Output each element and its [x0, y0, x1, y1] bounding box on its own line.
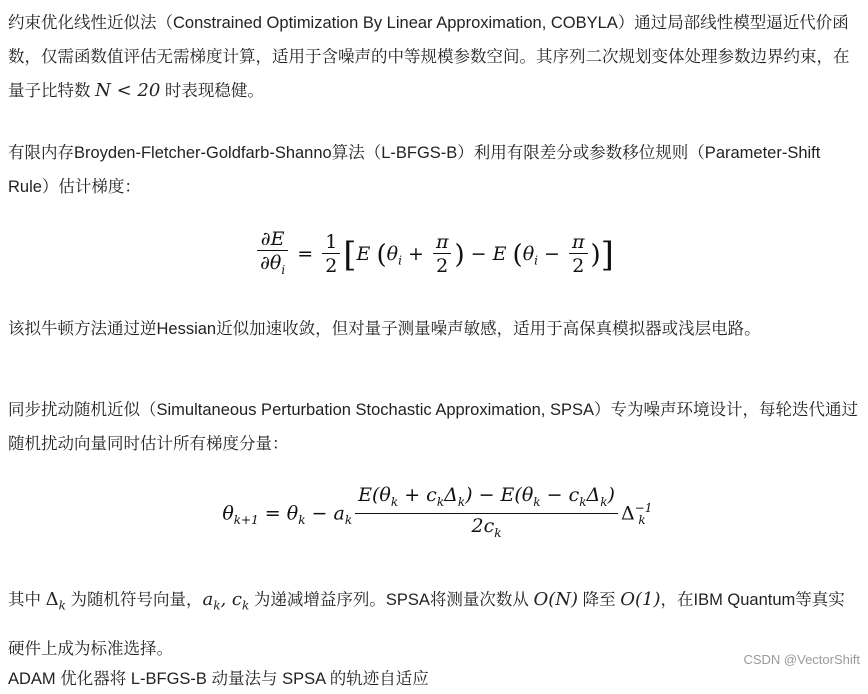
- equation-spsa-update: [0, 484, 868, 545]
- spsa-fraction: [355, 484, 618, 545]
- num-close-2: ): [607, 484, 615, 506]
- math-c: , c: [220, 589, 243, 610]
- minus-sign: −: [470, 242, 487, 265]
- paragraph-spsa-text: 同步扰动随机近似（Simultaneous Perturbation Stochastic Approximation, SPSA）专为噪声环境设计，每轮迭代通过随机扰动向量同时估计所有梯度分量：: [8, 401, 858, 453]
- notes-text-4: 降至: [578, 591, 621, 609]
- theta-k-sub: k: [298, 513, 306, 528]
- den-sub: k: [494, 525, 502, 540]
- delta-inverse-sup: −1: [634, 500, 653, 515]
- num-delta-2: Δ: [586, 484, 601, 506]
- num-c-2: c: [568, 484, 580, 506]
- num-plus: +: [404, 484, 421, 506]
- paragraph-lbfgsb-text: 有限内存Broyden-Fletcher-Goldfarb-Shanno算法（L-BFGS-B）利用有限差分或参数移位规则（Parameter-Shift Rule）估计梯度：: [8, 144, 821, 196]
- delta-inverse: Δ: [620, 502, 635, 525]
- math-o-n: O(N): [533, 589, 579, 610]
- paragraph-quasi-newton-text: 该拟牛顿方法通过逆Hessian近似加速收敛，但对量子测量噪声敏感，适用于高保真模拟器或浅层电路。: [8, 320, 761, 338]
- num-c: c: [426, 484, 437, 506]
- frac-den: ∂θ: [260, 252, 282, 274]
- minus-sign-2: −: [544, 242, 560, 265]
- spsa-numerator: [355, 484, 618, 514]
- clipped-line-text: ADAM 优化器将 L-BFGS-B 动量法与 SPSA 的轨迹自适应: [8, 670, 429, 688]
- num-delta-sub: k: [457, 494, 466, 509]
- two-a: 2: [436, 255, 449, 278]
- num-c-sub: k: [436, 494, 445, 509]
- num-minus-2: −: [546, 484, 563, 506]
- paragraph-lbfgsb: [8, 136, 860, 204]
- theta-k: θ: [286, 502, 299, 525]
- theta-1: θ: [386, 242, 399, 265]
- notes-text-3: 为递减增益序列。SPSA将测量次数从: [249, 591, 534, 609]
- bracket-open: [: [343, 234, 357, 275]
- math-a: a: [202, 589, 214, 610]
- num-sub-1: k: [390, 494, 399, 509]
- frac-pi-2-a: [433, 231, 452, 278]
- paragraph-cobyla: [8, 6, 860, 108]
- paren-close-2: ): [590, 239, 601, 270]
- num-close: ): [465, 484, 473, 506]
- equation-parameter-shift: [0, 228, 868, 282]
- theta-2: θ: [522, 242, 535, 265]
- watermark: CSDN @VectorShift: [743, 652, 860, 667]
- half-den: 2: [325, 255, 338, 278]
- den-2c: 2c: [471, 514, 495, 537]
- spsa-minus: −: [311, 502, 328, 525]
- paragraph-cobyla-text: 约束优化线性近似法（Constrained Optimization By Linear Approximation, COBYLA）通过局部线性模型逼近代价函数，仅需函数值评估无需梯度计算，适用于含噪声的中等规模参数空间。其序列二次规划变体处理参数边界约束，在量子比特数: [8, 14, 850, 100]
- half-num: 1: [322, 231, 340, 254]
- math-c-sub: k: [242, 598, 250, 613]
- notes-text-2: 为随机符号向量，: [65, 591, 203, 609]
- num-delta-2-sub: k: [600, 494, 608, 509]
- math-delta-k-base: Δ: [45, 589, 59, 610]
- a-k: a: [333, 502, 345, 525]
- math-delta-k-sub: k: [58, 598, 66, 613]
- equals-sign: =: [297, 242, 314, 265]
- two-b: 2: [572, 255, 585, 278]
- frac-dE-dtheta: [257, 228, 288, 282]
- math-n-lt-20: N < 20: [95, 80, 161, 101]
- paragraph-spsa: [8, 393, 860, 461]
- paragraph-cobyla-tail: 时表现稳健。: [160, 82, 264, 100]
- pi-b: π: [569, 231, 588, 254]
- paragraph-quasi-newton: [8, 312, 860, 346]
- spsa-denominator: [355, 514, 618, 545]
- math-o-1: O(1): [620, 589, 661, 610]
- num-delta: Δ: [444, 484, 458, 506]
- num-part-1: E(θ: [358, 484, 391, 506]
- paren-close-1: ): [454, 239, 465, 270]
- clipped-next-line: [8, 664, 528, 688]
- math-a-sub: k: [213, 598, 221, 613]
- frac-num: ∂E: [257, 228, 288, 251]
- a-k-sub: k: [344, 513, 353, 528]
- theta-lhs: θ: [222, 502, 234, 525]
- notes-text-5: ，在IBM Quantum等真实硬件上成为标准选择。: [8, 591, 845, 658]
- math-delta-k: [45, 589, 66, 613]
- paren-open-1: (: [376, 239, 387, 270]
- delta-inverse-sub: k: [638, 513, 646, 528]
- theta-1-sub: i: [398, 253, 402, 268]
- theta-lhs-sub: k+1: [233, 513, 259, 528]
- num-mid: − E(θ: [478, 484, 534, 506]
- spsa-equals: =: [264, 502, 281, 525]
- theta-2-sub: i: [534, 253, 538, 268]
- notes-text-1: 其中: [8, 591, 46, 609]
- paragraph-spsa-notes: [8, 578, 860, 671]
- frac-den-sub: i: [281, 262, 286, 277]
- frac-one-half: [322, 231, 340, 278]
- num-sub-2: k: [533, 494, 541, 509]
- bracket-close: ]: [600, 234, 614, 275]
- paren-open-2: (: [512, 239, 523, 270]
- plus-sign: +: [407, 242, 424, 265]
- math-ak-ck: [202, 589, 250, 613]
- pi-a: π: [433, 231, 452, 254]
- E-term-1: E: [356, 242, 371, 265]
- frac-pi-2-b: [569, 231, 588, 278]
- E-term-2: E: [492, 242, 507, 265]
- num-c-2-sub: k: [579, 494, 587, 509]
